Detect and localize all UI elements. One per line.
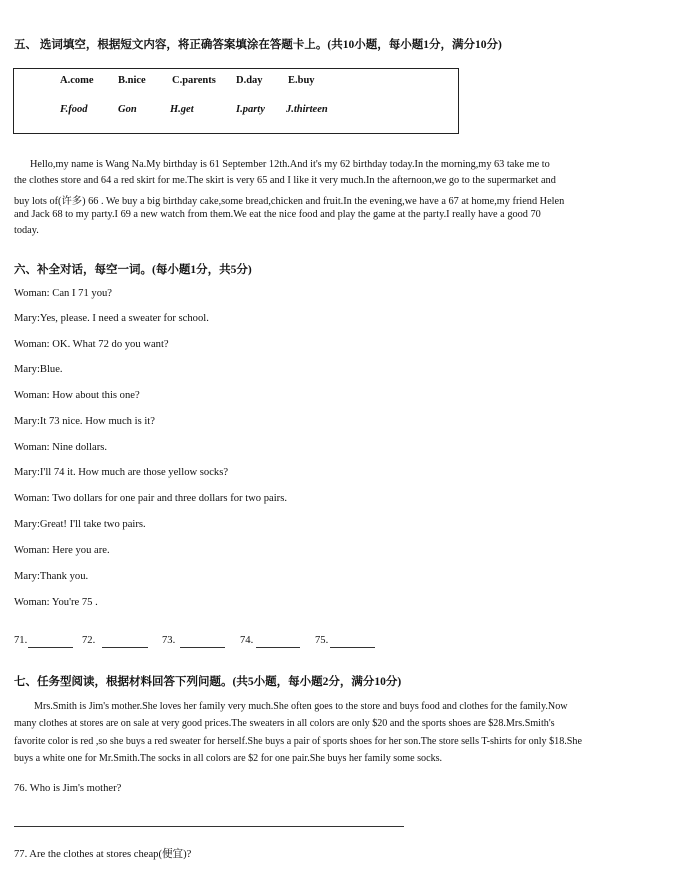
answer-label-72: 72. <box>82 635 96 646</box>
answer-label-73: 73. <box>162 635 176 646</box>
passage7-line-3: favorite color is red ,so she buys a red sweater for herself.She buys a pair of sports shoes for her son.The store sells T-shirts for only $18.She <box>14 736 582 747</box>
passage5-line-3: buy lots of(许多) 66 . We buy a big birthday cake,some bread,chicken and fruit.In the evening,we have a 67 at home,my friend Helen <box>14 196 565 207</box>
dialogue-line-10: Mary:Great! I'll take two pairs. <box>14 519 146 530</box>
answer-label-71: 71. <box>14 635 28 646</box>
passage7-line-2: many clothes at stores are on sale at very good prices.The sweaters in all colors are only $20 and the sports shoes are $28.Mrs.Smith's <box>14 718 555 729</box>
passage7-line-4: buys a white one for Mr.Smith.The socks in all colors are $2 for one pair.She buys her family some socks. <box>14 753 443 764</box>
option-i: I.party <box>236 104 265 115</box>
dialogue-line-3: Woman: OK. What 72 do you want? <box>14 339 169 350</box>
passage5-line-1: Hello,my name is Wang Na.My birthday is 61 September 12th.And it's my 62 birthday today.In the morning,my 63 take me to <box>30 159 550 170</box>
answer-blank-75[interactable] <box>330 647 375 648</box>
section7-heading: 七、任务型阅读，根据材料回答下列问题。(共5小题，每小题2分，满分10分) <box>14 676 402 688</box>
dialogue-line-13: Woman: You're 75 . <box>14 597 98 608</box>
passage5-line-5: today. <box>14 225 39 236</box>
option-f: F.food <box>60 104 88 115</box>
answer-blank-72[interactable] <box>102 647 148 648</box>
question-76: 76. Who is Jim's mother? <box>14 783 122 794</box>
dialogue-line-1: Woman: Can I 71 you? <box>14 288 113 299</box>
answer-line-76[interactable] <box>14 826 404 827</box>
option-c: C.parents <box>172 75 216 86</box>
answer-blank-73[interactable] <box>180 647 225 648</box>
option-a: A.come <box>60 75 94 86</box>
option-j: J.thirteen <box>286 104 328 115</box>
dialogue-line-6: Mary:It 73 nice. How much is it? <box>14 416 155 427</box>
dialogue-line-5: Woman: How about this one? <box>14 390 140 401</box>
option-b: B.nice <box>118 75 146 86</box>
section5-heading: 五、 选词填空，根据短文内容，将正确答案填涂在答题卡上。(共10小题，每小题1分，满分10分) <box>14 39 502 51</box>
option-g: Gon <box>118 104 137 115</box>
option-h: H.get <box>170 104 194 115</box>
answer-blank-71[interactable] <box>28 647 73 648</box>
passage5-line-2: the clothes store and 64 a red skirt for me.The skirt is very 65 and I like it very much.In the afternoon,we go to the supermarket and <box>14 175 556 186</box>
question-77: 77. Are the clothes at stores cheap(便宜)? <box>14 849 192 860</box>
dialogue-line-7: Woman: Nine dollars. <box>14 442 107 453</box>
dialogue-line-12: Mary:Thank you. <box>14 571 89 582</box>
dialogue-line-9: Woman: Two dollars for one pair and three dollars for two pairs. <box>14 493 287 504</box>
dialogue-line-4: Mary:Blue. <box>14 364 63 375</box>
section6-heading: 六、补全对话，每空一词。(每小题1分，共5分) <box>14 264 252 276</box>
dialogue-line-2: Mary:Yes, please. I need a sweater for school. <box>14 313 209 324</box>
answer-label-75: 75. <box>315 635 329 646</box>
option-d: D.day <box>236 75 263 86</box>
passage7-line-1: Mrs.Smith is Jim's mother.She loves her family very much.She often goes to the store and buys food and clothes for the family.Now <box>34 701 568 712</box>
word-options-box <box>13 68 459 134</box>
dialogue-line-11: Woman: Here you are. <box>14 545 110 556</box>
passage5-line-4: and Jack 68 to my party.I 69 a new watch from them.We eat the nice food and play the game at the party.I really have a good 70 <box>14 209 541 220</box>
answer-label-74: 74. <box>240 635 254 646</box>
option-e: E.buy <box>288 75 315 86</box>
dialogue-line-8: Mary:I'll 74 it. How much are those yellow socks? <box>14 467 229 478</box>
answer-blank-74[interactable] <box>256 647 300 648</box>
